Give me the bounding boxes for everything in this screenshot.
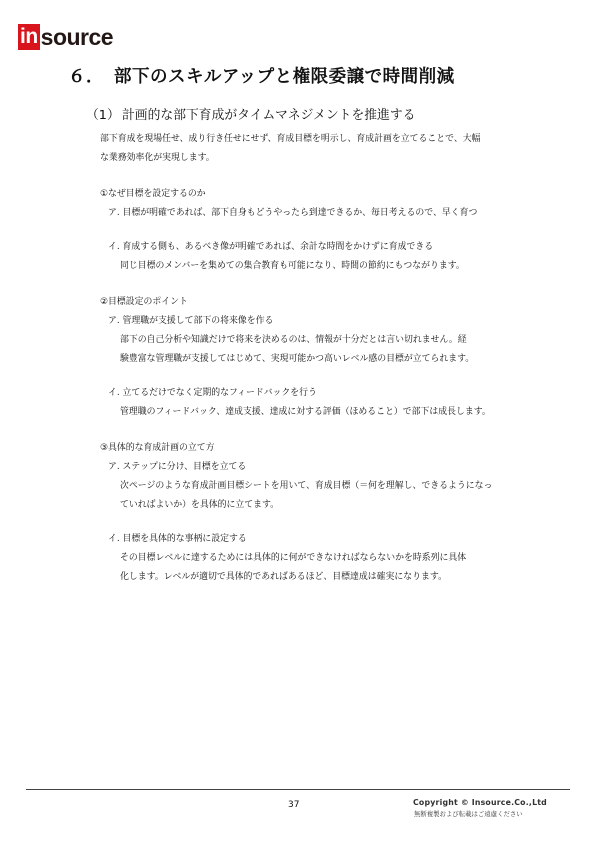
subsection2-heading: ②目標設定のポイント [100, 297, 188, 307]
copyright-text: Copyright © Insource.Co.,Ltd [413, 798, 547, 807]
section-title [86, 104, 415, 123]
section-title-number: （1） [86, 108, 120, 123]
subsection3-item-i-body-2: 化します。レベルが適切で具体的であればあるほど、目標達成は確実になります。 [120, 572, 447, 582]
subsection1-item-i-body-1: 同じ目標のメンバーを集めての集合教育も可能になり、時間の節約にもつながります。 [120, 261, 465, 271]
subsection2-item-a-label: ア. 管理職が支援して部下の将来像を作る [108, 316, 274, 326]
subsection3-item-i-body-1: その目標レベルに達するためには具体的に何ができなければならないかを時系列に具体 [120, 553, 467, 563]
subsection3-heading: ③具体的な育成計画の立て方 [100, 443, 215, 453]
subsection1-item-a-label: ア. 目標が明確であれば、部下自身もどうやったら到達できるか、毎日考えるので、早く育つ [108, 208, 478, 218]
logo-in-mark: in [20, 25, 38, 48]
intro-line-2: な業務効率化が実現します。 [100, 153, 215, 163]
subsection3-item-a-body-1: 次ページのような育成計画目標シートを用いて、育成目標（＝何を理解し、できるようになっ [120, 481, 493, 491]
subsection1-item-i-label: イ. 育成する側も、あるべき像が明確であれば、余計な時間をかけずに育成できる [108, 242, 434, 252]
subsection3-item-a-label: ア. ステップに分け、目標を立てる [108, 462, 247, 472]
subsection2-item-i-body-1: 管理職のフィードバック、達成支援、達成に対する評価（ほめること）で部下は成長します。 [120, 407, 491, 417]
page-title-number: ６． [68, 67, 104, 87]
insource-logo [18, 24, 113, 50]
footer-divider [26, 789, 570, 790]
page-number: 37 [288, 800, 300, 810]
intro-line-1: 部下育成を現場任せ、成り行き任せにせず、育成目標を明示し、育成計画を立てることで、大幅 [100, 134, 481, 144]
subsection2-item-a-body-2: 験豊富な管理職が支援してはじめて、実現可能かつ高いレベル感の目標が立てられます。 [120, 354, 475, 364]
section-title-text: 計画的な部下育成がタイムマネジメントを推進する [122, 108, 416, 123]
page-title [68, 63, 455, 88]
copyright-note: 無断複製および転載はご遠慮ください [414, 810, 523, 818]
subsection3-item-a-body-2: ていればよいか）を具体的に立てます。 [120, 500, 280, 510]
logo-wordmark: source [40, 24, 114, 50]
page-title-text: 部下のスキルアップと権限委譲で時間削減 [114, 67, 455, 87]
subsection3-item-i-label: イ. 目標を具体的な事柄に設定する [108, 534, 247, 544]
subsection1-heading: ①なぜ目標を設定するのか [100, 189, 206, 199]
subsection2-item-a-body-1: 部下の自己分析や知識だけで将来を決めるのは、情報が十分だとは言い切れません。経 [120, 335, 467, 345]
subsection2-item-i-label: イ. 立てるだけでなく定期的なフィードバックを行う [108, 388, 317, 398]
